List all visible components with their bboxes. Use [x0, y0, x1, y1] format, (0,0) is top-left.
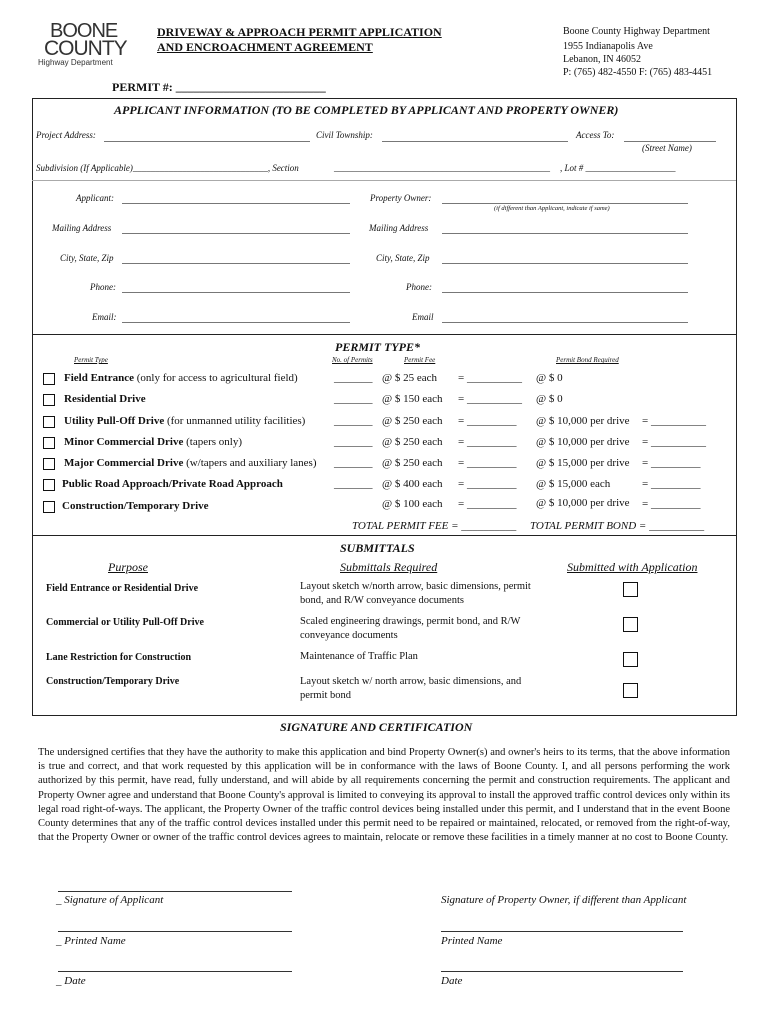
email-label-right: Email: [412, 312, 434, 322]
logo-boone: BOONE: [50, 20, 118, 42]
civil-township-field[interactable]: [382, 141, 568, 142]
date-left-label: _ Date: [56, 975, 86, 987]
col-submitted: Submitted with Application: [567, 560, 698, 574]
applicant-info-heading: APPLICANT INFORMATION (TO BE COMPLETED BY APPLICANT AND PROPERTY OWNER): [114, 103, 619, 117]
property-owner-label: Property Owner:: [370, 193, 432, 203]
rule-2: [32, 334, 736, 335]
logo-subtitle: Highway Department: [38, 58, 113, 67]
printed-name-left-line[interactable]: [58, 931, 292, 932]
col-permit-type: Permit Type: [74, 356, 108, 364]
date-left-line[interactable]: [58, 971, 292, 972]
permit-bond: @ $ 10,000 per drive: [536, 497, 630, 509]
box-left: [32, 98, 33, 716]
permit-checkbox-field-entrance[interactable]: [43, 373, 55, 385]
permit-checkbox-minor-commercial[interactable]: [43, 437, 55, 449]
col-permit-fee: Permit Fee: [404, 356, 436, 364]
dept-phone: P: (765) 482-4550 F: (765) 483-4451: [563, 67, 713, 78]
submittal-purpose: Commercial or Utility Pull-Off Drive: [46, 617, 204, 628]
permit-row-label: Minor Commercial Drive (tapers only): [64, 436, 242, 448]
permit-fee-total-field[interactable]: = _________: [458, 436, 517, 448]
submittal-checkbox[interactable]: [623, 582, 638, 597]
dept-address: 1955 Indianapolis Ave: [563, 41, 653, 52]
box-right: [736, 98, 737, 716]
top-rule: [32, 98, 736, 99]
permit-bond: @ $ 15,000 per drive: [536, 457, 630, 469]
submittal-purpose: Construction/Temporary Drive: [46, 676, 180, 687]
permit-count-field[interactable]: _______: [334, 457, 373, 469]
phone-label-right: Phone:: [406, 282, 432, 292]
submittal-checkbox[interactable]: [623, 683, 638, 698]
printed-name-right-label: Printed Name: [441, 935, 503, 947]
city-field-left[interactable]: [122, 263, 350, 264]
logo-county: COUNTY: [44, 37, 127, 60]
permit-bond: @ $ 10,000 per drive: [536, 415, 630, 427]
permit-row-label: Public Road Approach/Private Road Approach: [62, 478, 283, 490]
total-permit-fee[interactable]: TOTAL PERMIT FEE = __________: [352, 520, 517, 532]
permit-fee: @ $ 400 each: [382, 478, 443, 490]
permit-bond: @ $ 0: [536, 372, 563, 384]
printed-name-right-line[interactable]: [441, 931, 683, 932]
permit-row-label: Field Entrance (only for access to agricultural field): [64, 372, 298, 384]
owner-hint: (if different than Applicant, indicate if same): [494, 205, 610, 212]
email-field-right[interactable]: [442, 322, 688, 323]
permit-fee: @ $ 250 each: [382, 415, 443, 427]
permit-number-field[interactable]: PERMIT #: _________________________: [112, 80, 326, 94]
lot-label: , Lot # ____________________: [560, 163, 676, 173]
certification-text: The undersigned certifies that they have the authority to make this application and bind Property Owner(s) and owner's heirs to its terms, that the above information is true and correct, and that work requested by this application will be in conformance with the laws of Boone County. I, and all persons performing the work authorized by this permit, have read, fully understand, and will abide by all requirements concerning the permit and construction requirements. The applicant and Property Owner agree and understand that Boone County's approval is limited to conveying its approval to install the approved traffic control devices only within its legal road right-of-ways. The applicant, the Property Owner of the traffic control devices being installed under this permit, and I understand that in the event Boone County determines that any of the traffic control devices installed under this permit need to be repaired or maintained, relocated, or removed from the right-of-way, that the Property Owner or owner of the traffic control devices agrees to maintain, relocate or remove these facilities in a timely manner at no cost to Boone County.: [38, 747, 730, 844]
permit-count-field[interactable]: _______: [334, 415, 373, 427]
permit-count-field[interactable]: _______: [334, 478, 373, 490]
permit-bond: @ $ 10,000 per drive: [536, 436, 630, 448]
email-field-left[interactable]: [122, 322, 350, 323]
city-label-right: City, State, Zip: [376, 253, 430, 263]
permit-fee: @ $ 250 each: [382, 436, 443, 448]
signature-applicant-label: _ Signature of Applicant: [56, 894, 164, 906]
permit-fee-total-field[interactable]: = _________: [458, 478, 517, 490]
property-owner-field[interactable]: [442, 203, 688, 204]
permit-bond-total-field[interactable]: = __________: [642, 415, 706, 427]
permit-fee-total-field[interactable]: = __________: [458, 393, 522, 405]
date-right-line[interactable]: [441, 971, 683, 972]
form-title-line2: AND ENCROACHMENT AGREEMENT: [157, 40, 373, 54]
signature-owner-label: Signature of Property Owner, if different than Applicant: [441, 894, 687, 906]
permit-bond: @ $ 15,000 each: [536, 478, 611, 490]
section-field[interactable]: ________________________________________________: [334, 163, 550, 173]
permit-fee-total-field[interactable]: = _________: [458, 457, 517, 469]
form-title-line1: DRIVEWAY & APPROACH PERMIT APPLICATION: [157, 25, 442, 39]
permit-checkbox-construction[interactable]: [43, 501, 55, 513]
submittal-required: Layout sketch w/north arrow, basic dimensions, permit bond, and R/W conveyance documents: [300, 581, 531, 606]
mailing-field-right[interactable]: [442, 233, 688, 234]
permit-checkbox-utility[interactable]: [43, 416, 55, 428]
permit-fee: @ $ 250 each: [382, 457, 443, 469]
permit-checkbox-major-commercial[interactable]: [43, 458, 55, 470]
submittal-checkbox[interactable]: [623, 652, 638, 667]
dept-city: Lebanon, IN 46052: [563, 54, 642, 65]
permit-fee-total-field[interactable]: = _________: [458, 415, 517, 427]
mailing-field-left[interactable]: [122, 233, 350, 234]
city-label-left: City, State, Zip: [60, 253, 114, 263]
permit-bond-total-field[interactable]: = _________: [642, 478, 701, 490]
access-to-label: Access To:: [576, 130, 615, 140]
permit-bond-total-field[interactable]: = __________: [642, 436, 706, 448]
submittal-required: Maintenance of Traffic Plan: [300, 651, 418, 662]
permit-fee-total-field[interactable]: = _________: [458, 498, 517, 510]
mailing-label-right: Mailing Address: [369, 223, 429, 233]
permit-fee: @ $ 150 each: [382, 393, 443, 405]
submittals-heading: SUBMITTALS: [340, 541, 415, 555]
col-submittals-required: Submittals Required: [340, 560, 438, 574]
permit-bond: @ $ 0: [536, 393, 563, 405]
permit-checkbox-road-approach[interactable]: [43, 479, 55, 491]
rule-3: [32, 535, 736, 536]
access-to-field[interactable]: [624, 141, 716, 142]
permit-bond-total-field[interactable]: = _________: [642, 457, 701, 469]
permit-fee: @ $ 100 each: [382, 498, 443, 510]
rule-1: [32, 180, 736, 181]
mailing-label-left: Mailing Address: [52, 223, 112, 233]
permit-type-heading: PERMIT TYPE*: [335, 340, 421, 354]
date-right-label: Date: [441, 975, 463, 987]
project-address-field[interactable]: [104, 141, 310, 142]
civil-township-label: Civil Township:: [316, 130, 373, 140]
submittal-purpose: Field Entrance or Residential Drive: [46, 583, 199, 594]
phone-label-left: Phone:: [90, 282, 116, 292]
permit-row-label: Residential Drive: [64, 393, 146, 405]
permit-fee-total-field[interactable]: = __________: [458, 372, 522, 384]
permit-count-field[interactable]: _______: [334, 436, 373, 448]
submittal-checkbox[interactable]: [623, 617, 638, 632]
county-logo: [36, 20, 132, 72]
applicant-field[interactable]: [122, 203, 350, 204]
col-permit-bond: Permit Bond Required: [556, 356, 619, 364]
col-no-permits: No. of Permits: [332, 356, 373, 364]
permit-bond-total-field[interactable]: = _________: [642, 498, 701, 510]
submittal-purpose: Lane Restriction for Construction: [46, 652, 192, 663]
col-purpose: Purpose: [108, 560, 148, 574]
dept-name: Boone County Highway Department: [563, 26, 710, 37]
permit-count-field[interactable]: _______: [334, 393, 373, 405]
signature-applicant-line[interactable]: [58, 891, 292, 892]
project-address-label: Project Address:: [36, 130, 96, 140]
city-field-right[interactable]: [442, 263, 688, 264]
permit-row-label: Utility Pull-Off Drive (for unmanned utility facilities): [64, 415, 306, 427]
applicant-label: Applicant:: [76, 193, 114, 203]
total-permit-bond[interactable]: TOTAL PERMIT BOND = __________: [530, 520, 705, 532]
permit-row-label: Major Commercial Drive (w/tapers and auxiliary lanes): [64, 457, 317, 469]
rule-4: [32, 715, 736, 716]
permit-row-label: Construction/Temporary Drive: [62, 500, 209, 512]
permit-fee: @ $ 25 each: [382, 372, 438, 384]
submittal-required: Layout sketch w/ north arrow, basic dimensions, and permit bond: [300, 676, 522, 701]
submittal-required: Scaled engineering drawings, permit bond, and R/W conveyance documents: [300, 616, 521, 641]
permit-count-field[interactable]: _______: [334, 372, 373, 384]
email-label-left: Email:: [92, 312, 117, 322]
subdivision-label: Subdivision (If Applicable)______________________________, Section: [36, 163, 299, 173]
permit-checkbox-residential[interactable]: [43, 394, 55, 406]
signature-heading: SIGNATURE AND CERTIFICATION: [280, 720, 473, 734]
phone-field-left[interactable]: [122, 292, 350, 293]
phone-field-right[interactable]: [442, 292, 688, 293]
printed-name-left-label: _ Printed Name: [56, 935, 126, 947]
street-name-hint: (Street Name): [642, 143, 692, 153]
